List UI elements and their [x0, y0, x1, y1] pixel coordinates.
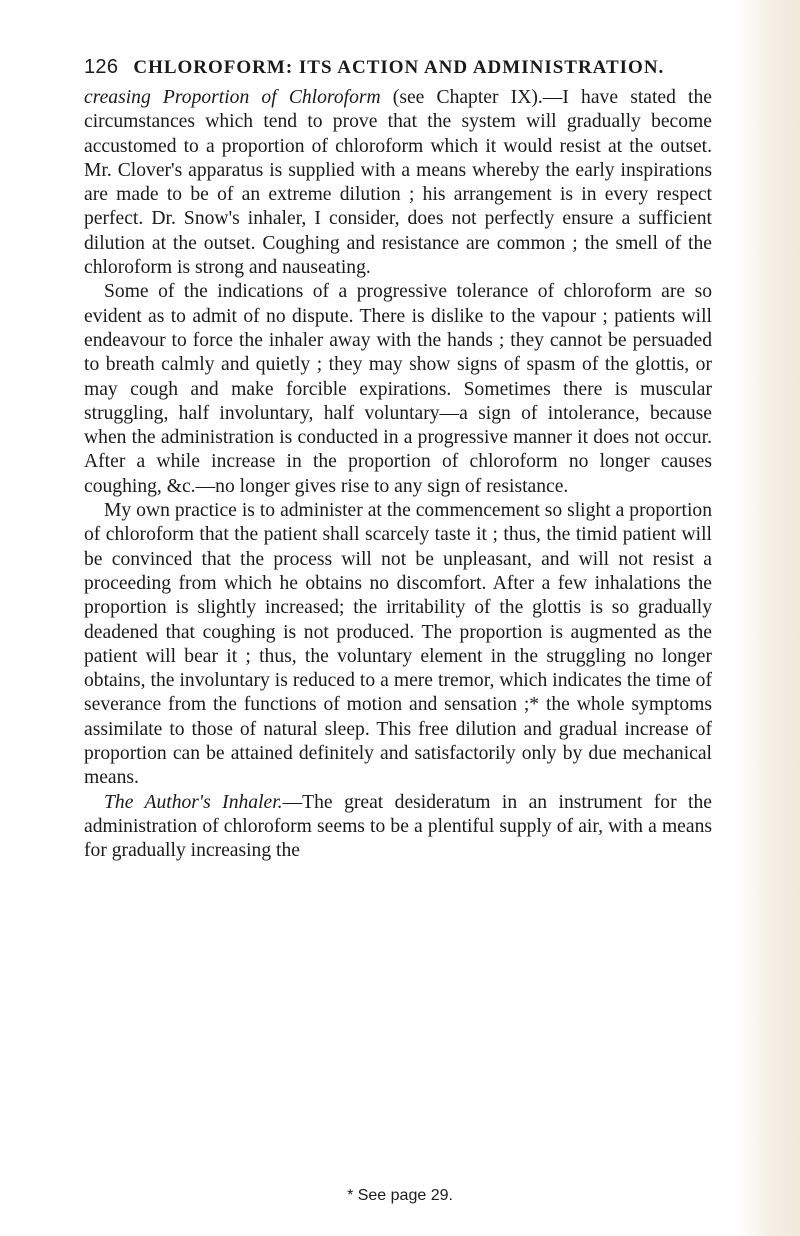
paragraph-1	[84, 86, 712, 280]
paragraph-3-text: My own practice is to administer at the commencement so slight a proportion of chloroform that the patient shall scarcely taste it ; thus, the timid patient will be convinced that the process will not be unpleasant, and will not resist a proceeding from which he obtains no discomfort. After a few inhalations the proportion is slightly increased; the irritability of the glottis is so gradually deadened that coughing is not produced. The proportion is augmented as the patient will bear it ; thus, the voluntary element in the struggling no longer obtains, the involuntary is reduced to a mere tremor, which indicates the time of severance from the functions of motion and sensation ;* the whole symptoms assimilate to those of natural sleep. This free dilution and gradual increase of proportion can be attained definitely and satisfactorily only by due mechanical means.	[84, 500, 712, 789]
page-number: 126	[84, 56, 119, 78]
page-header	[84, 56, 712, 79]
running-title: CHLOROFORM: ITS ACTION AND ADMINISTRATION.	[133, 57, 665, 78]
paragraph-1-italic-lead: creasing Proportion of Chloroform	[84, 87, 381, 108]
paragraph-2	[84, 280, 712, 499]
paragraph-2-text: Some of the indications of a progressive tolerance of chloroform are so evident as to admit of no dispute. There is dislike to the vapour ; patients will endeavour to force the inhaler away with the hands ; they cannot be persuaded to breath calmly and quietly ; they may show signs of spasm of the glottis, or may cough and make forcible expirations. Sometimes there is muscular struggling, half involuntary, half voluntary—a sign of intolerance, because when the administration is conducted in a progressive manner it does not occur. After a while increase in the proportion of chloroform no longer causes coughing, &c.—no longer gives rise to any sign of resistance.	[84, 281, 712, 497]
paragraph-4-italic-lead: The Author's Inhaler.	[104, 791, 283, 813]
body-text	[84, 86, 712, 864]
paragraph-1-text: (see Chapter IX).—I have stated the circumstances which tend to prove that the system will gradually become accustomed to a proportion of chloroform which it would resist at the outset. Mr. Clover's apparatus is supplied with a means whereby the early inspirations are made to be of an extreme dilution ; his arrangement is in every respect perfect. Dr. Snow's inhaler, I consider, does not perfectly ensure a sufficient dilution at the outset. Coughing and resistance are common ; the smell of the chloroform is strong and nauseating.	[84, 87, 712, 279]
footnote: * See page 29.	[347, 1187, 453, 1204]
paragraph-3	[84, 499, 712, 791]
paragraph-4	[84, 791, 712, 864]
paragraph-4-text: —The great desideratum in an instrument for the administration of chloroform seems to be a plentiful supply of air, with a means for gradually increasing the	[84, 791, 712, 862]
